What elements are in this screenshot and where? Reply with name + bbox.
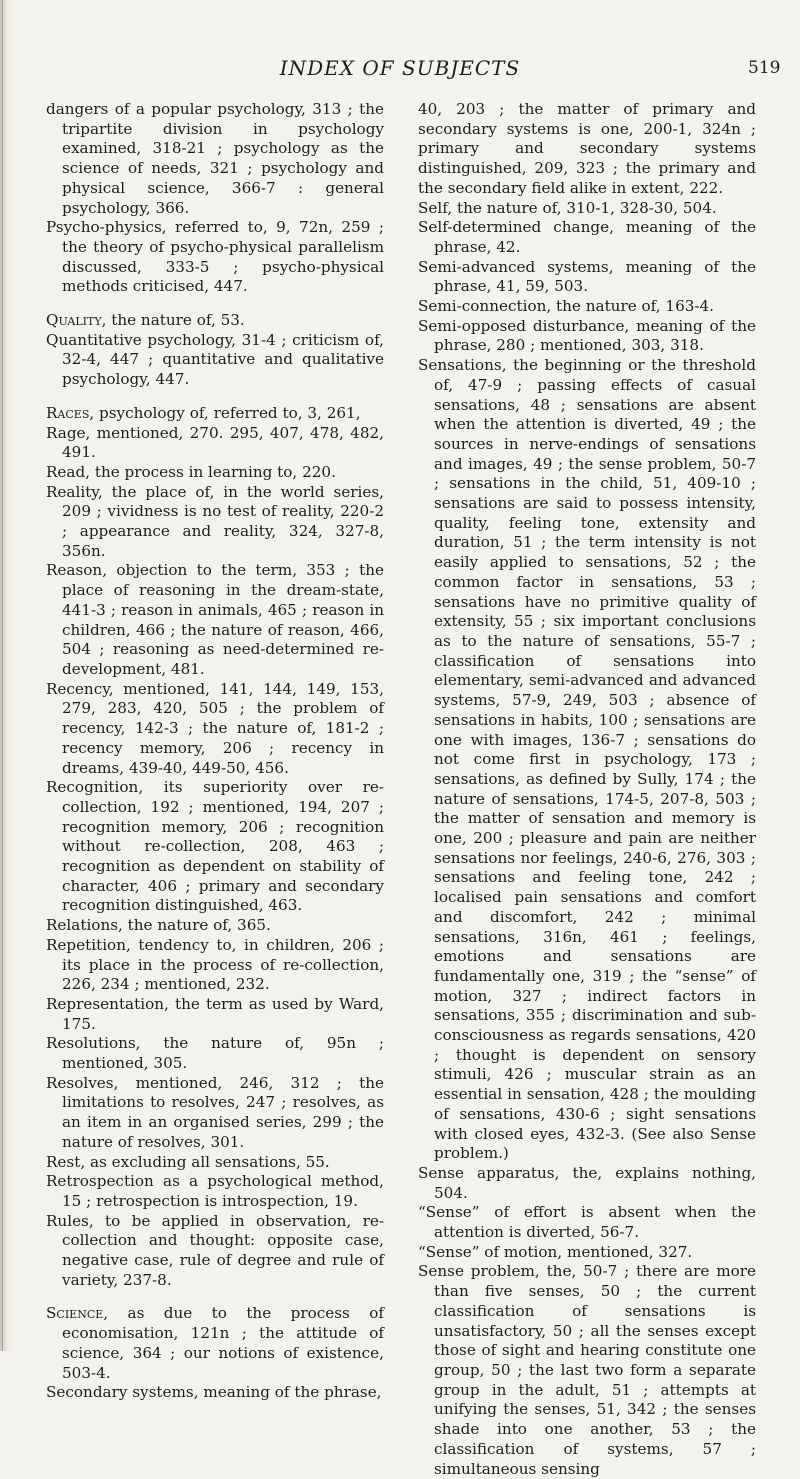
page-number: 519 [748,58,781,78]
index-entry: Resolves, mentioned, 246, 312 ; the limitations to resolves, 247 ; resolves, as an item in an organised series, 299 ; the nature of resolves, 301. [46,1073,384,1151]
index-entry: Reality, the place of, in the world series, 209 ; vividness is no test of reality, 220-2 ; appearance and reality, 324, 327-8, 356n. [46,482,384,560]
index-entry: Psycho-physics, referred to, 9, 72n, 259 ; the theory of psycho-physical parallelism discussed, 333-5 ; psycho-physical methods criticised, 447. [46,218,384,296]
index-entry: Resolutions, the nature of, 95n ; mentioned, 305. [46,1034,384,1073]
entry-heading: Races [46,403,90,422]
index-entry: Semi-opposed disturbance, meaning of the phrase, 280 ; mentioned, 303, 318. [418,316,756,355]
index-entry: “Sense” of motion, mentioned, 327. [418,1242,693,1261]
index-entry: “Sense” of effort is absent when the attention is diverted, 56-7. [418,1203,756,1242]
entry-heading: Quality [46,311,102,330]
index-entry: Rage, mentioned, 270. 295, 407, 478, 482, 491. [46,423,384,462]
index-entry: Semi-connection, the nature of, 163-4. [418,297,715,316]
index-entry: Reason, objection to the term, 353 ; the place of reasoning in the dream-state, 441-3 ; reason in animals, 465 ; reason in children, 466 ; the nature of reason, 466, 504 ; reasoning as need-determined re-development, 481. [46,561,384,678]
index-entry: Retrospection as a psychological method, 15 ; retrospection is introspection, 19. [46,1172,384,1210]
binding-edge [2,0,3,1351]
entry-heading: Science [46,1304,104,1323]
index-entry: Recognition, its superiority over re-collection, 192 ; mentioned, 194, 207 ; recognition memory, 206 ; recognition without re-collection, 208, 463 ; recognition as dependent on stability of character, 406 ; primary and secondary recognition distinguished, 463. [46,778,384,915]
index-entry: Representation, the term as used by Ward, 175. [46,994,384,1033]
index-entry: Self, the nature of, 310-1, 328-30, 504. [418,198,717,217]
right-column [418,100,756,1479]
index-entry: Secondary systems, meaning of the phrase, [46,1383,382,1402]
index-entry: Repetition, tendency to, in children, 206 ; its place in the process of re-collection, 226, 234 ; mentioned, 232. [46,935,384,994]
index-entry: Sensations, the beginning or the threshold of, 47-9 ; passing effects of casual sensations, 48 ; sensations are absent when the attention is diverted, 49 ; the sources in nerve-endings of sensations and images, 49 ; the sense problem, 50-7 ; sensations in the child, 51, 409-10 ; sensations are said to possess intensity, quality, feeling tone, extensity and duration, 51 ; the term intensity is not easily applied to sensations, 52 ; the common factor in sensations, 53 ; sensations have no primitive quality of extensity, 55 ; six important conclusions as to the nature of sensations, 55-7 ; classification of sensations into elementary, semi-advanced and advanced systems, 57-9, 249, 503 ; absence of sensations in habits, 100 ; sensations are one with images, 136-7 ; sensations do not come first in psychology, 173 ; sensations, as defined by Sully, 174 ; the nature of sensations, 174-5, 207-8, 503 ; the matter of sensation and memory is one, 200 ; pleasure and pain are neither sensations nor feelings, 240-6, 276, 303 ; sensations and feeling tone, 242 ; localised pain sensations and comfort and discomfort, 242 ; minimal sensations, 316n, 461 ; feelings, emotions and sensations are fundamentally one, 319 ; the “sense” of motion, 327 ; indirect factors in sensations, 355 ; discrimination and sub-consciousness as regards sensations, 420 ; thought is dependent on sensory stimuli, 426 ; muscular strain as an essential in sensation, 428 ; the moulding of sensations, 430-6 ; sight sensations with closed eyes, 432-3. (See also Sense problem.) [418,356,756,1163]
index-entry: Science, as due to the process of economisation, 121n ; the attitude of science, 364 ; our notions of existence, 503-4. [46,1304,384,1382]
index-entry: Semi-advanced systems, meaning of the phrase, 41, 59, 503. [418,257,756,296]
left-column [46,100,384,1403]
running-title: INDEX OF SUBJECTS [279,56,521,80]
index-entry-continued: 40, 203 ; the matter of primary and secondary systems is one, 200-1, 324n ; primary and secondary systems distinguished, 209, 323 ; the primary and the secondary field alike in extent, 222. [418,100,756,197]
index-entry: Read, the process in learning to, 220. [46,462,336,481]
index-entry: Rest, as excluding all sensations, 55. [46,1152,330,1171]
index-entry: dangers of a popular psychology, 313 ; the tripartite division in psychology examined, 318-21 ; psychology as the science of needs, 321 ; psychology and physical science, 366-7 : general psychology, 366. [46,100,384,217]
index-entry: Sense problem, the, 50-7 ; there are more than five senses, 50 ; the current classification of sensations is unsatisfactory, 50 ; all the senses except those of sight and hearing constitute one group, 50 ; the last two form a separate group in the adult, 51 ; attempts at unifying the senses, 51, 342 ; the senses shade into one another, 53 ; the classification of systems, 57 ; simultaneous sensing [418,1262,756,1478]
index-entry: Rules, to be applied in observation, re-collection and thought: opposite case, negative case, rule of degree and rule of variety, 237-8. [46,1211,384,1289]
index-entry: Relations, the nature of, 365. [46,916,271,935]
index-entry: Recency, mentioned, 141, 144, 149, 153, 279, 283, 420, 505 ; the problem of recency, 142-3 ; the nature of, 181-2 ; recency memory, 206 ; recency in dreams, 439-40, 449-50, 456. [46,679,384,777]
index-entry: Races, psychology of, referred to, 3, 261, [46,403,361,422]
index-entry: Quantitative psychology, 31-4 ; criticism of, 32-4, 447 ; quantitative and qualitative psychology, 447. [46,330,384,389]
index-entry: Sense apparatus, the, explains nothing, 504. [418,1163,756,1202]
index-entry: Quality, the nature of, 53. [46,311,245,330]
index-entry: Self-determined change, meaning of the phrase, 42. [418,218,756,256]
